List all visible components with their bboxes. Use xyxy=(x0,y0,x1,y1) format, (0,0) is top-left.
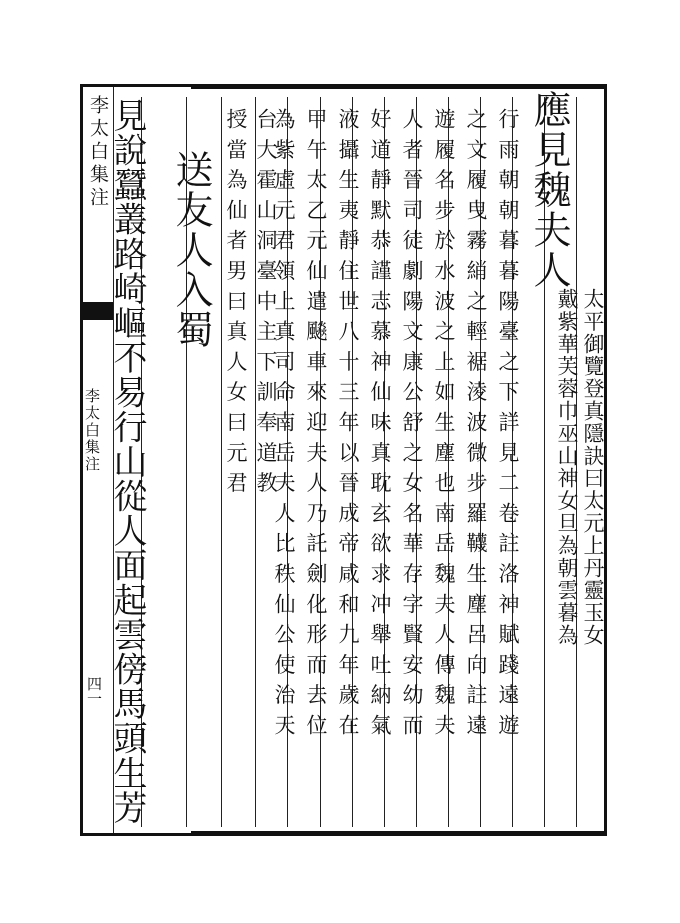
commentary-line: 甲午太乙元仙遣飈車來迎夫人乃託劍化形而去位 xyxy=(304,108,328,745)
column-rule xyxy=(221,97,222,827)
poem-title-ying-jian-wei-fu-ren: 應見魏夫人 xyxy=(527,90,571,290)
commentary-line: 授當為仙者男曰真人女曰元君 xyxy=(224,108,248,502)
commentary-line: 為紫虛元君領上真司命南岳夫人比秩仙公使治天 xyxy=(272,108,296,745)
commentary-line: 戴紫華芙蓉巾巫山神女旦為朝雲暮為 xyxy=(555,288,579,647)
commentary-line: 遊履名步於水波之上如生塵也南岳魏夫人傳魏夫 xyxy=(432,108,456,745)
commentary-line: 好道靜默恭謹志慕神仙味真耽玄欲求冲舉吐納氣 xyxy=(368,108,392,745)
commentary-line: 太平御覽登真隱訣曰太元上丹靈玉女 xyxy=(581,288,605,647)
poem-title-song-you-ren-ru-shu: 送友人入蜀 xyxy=(169,150,213,350)
commentary-line: 台大霍山洞臺中主下訓奉道教 xyxy=(254,108,278,502)
page-number: 四一 xyxy=(85,676,103,706)
commentary-line: 液攝生夷靜住世八十三年以晉成帝咸和九年歲在 xyxy=(336,108,360,745)
commentary-line: 之文履曳霧綃之輕裾淩波微步羅韈生塵呂向註遠 xyxy=(464,108,488,745)
book-title: 李太白集注 xyxy=(87,95,109,210)
poem-text-line: 見說蠶叢路崎嶇不易行山從人面起雲傍馬頭生芳 xyxy=(107,98,147,825)
commentary-line: 行雨朝朝暮暮陽臺之下詳見二卷註洛神賦踐遠遊 xyxy=(496,108,520,745)
top-border xyxy=(191,87,604,89)
side-book-label: 李太白集注 xyxy=(83,388,101,473)
commentary-line: 人者晉司徒劇陽文康公舒之女名華存字賢安幼而 xyxy=(400,108,424,745)
bottom-border xyxy=(191,831,604,833)
